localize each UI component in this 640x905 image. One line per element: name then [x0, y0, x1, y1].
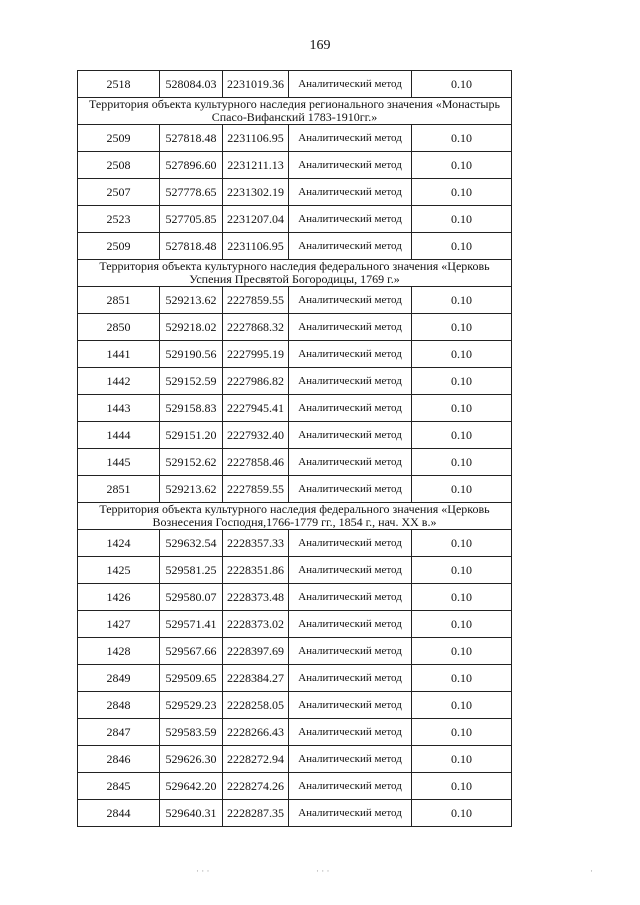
x-coordinate-cell: 529583.59 — [160, 719, 223, 746]
accuracy-cell: 0.10 — [412, 206, 512, 233]
method-cell: Аналитический метод — [289, 152, 412, 179]
method-cell: Аналитический метод — [289, 449, 412, 476]
x-coordinate-cell: 529640.31 — [160, 800, 223, 827]
coordinates-table-body — [78, 71, 512, 827]
method-cell: Аналитический метод — [289, 719, 412, 746]
x-coordinate-cell: 527896.60 — [160, 152, 223, 179]
accuracy-cell: 0.10 — [412, 125, 512, 152]
point-number-cell: 1441 — [78, 341, 160, 368]
y-coordinate-cell: 2228274.26 — [223, 773, 289, 800]
table-row — [78, 638, 512, 665]
section-title: Территория объекта культурного наследия федерального значения «Церковь Успения Пресвятой Богородицы, 1769 г.» — [78, 260, 512, 287]
table-row — [78, 584, 512, 611]
point-number-cell: 2509 — [78, 125, 160, 152]
y-coordinate-cell: 2227995.19 — [223, 341, 289, 368]
point-number-cell: 2844 — [78, 800, 160, 827]
x-coordinate-cell: 529152.62 — [160, 449, 223, 476]
y-coordinate-cell: 2231106.95 — [223, 125, 289, 152]
method-cell: Аналитический метод — [289, 638, 412, 665]
x-coordinate-cell: 529151.20 — [160, 422, 223, 449]
method-cell: Аналитический метод — [289, 71, 412, 98]
method-cell: Аналитический метод — [289, 314, 412, 341]
table-row — [78, 341, 512, 368]
point-number-cell: 1445 — [78, 449, 160, 476]
y-coordinate-cell: 2228266.43 — [223, 719, 289, 746]
accuracy-cell: 0.10 — [412, 665, 512, 692]
y-coordinate-cell: 2227859.55 — [223, 287, 289, 314]
y-coordinate-cell: 2231302.19 — [223, 179, 289, 206]
x-coordinate-cell: 528084.03 — [160, 71, 223, 98]
x-coordinate-cell: 529218.02 — [160, 314, 223, 341]
point-number-cell: 2518 — [78, 71, 160, 98]
y-coordinate-cell: 2227859.55 — [223, 476, 289, 503]
section-header-row — [78, 260, 512, 287]
x-coordinate-cell: 529529.23 — [160, 692, 223, 719]
method-cell: Аналитический метод — [289, 395, 412, 422]
method-cell: Аналитический метод — [289, 530, 412, 557]
x-coordinate-cell: 529642.20 — [160, 773, 223, 800]
x-coordinate-cell: 527778.65 — [160, 179, 223, 206]
accuracy-cell: 0.10 — [412, 422, 512, 449]
x-coordinate-cell: 529567.66 — [160, 638, 223, 665]
section-title: Территория объекта культурного наследия регионального значения «Монастырь Спасо-Вифанский 1783-1910гг.» — [78, 98, 512, 125]
accuracy-cell: 0.10 — [412, 746, 512, 773]
y-coordinate-cell: 2227932.40 — [223, 422, 289, 449]
accuracy-cell: 0.10 — [412, 287, 512, 314]
table-row — [78, 71, 512, 98]
point-number-cell: 2509 — [78, 233, 160, 260]
point-number-cell: 1426 — [78, 584, 160, 611]
accuracy-cell: 0.10 — [412, 611, 512, 638]
table-row — [78, 773, 512, 800]
point-number-cell: 2849 — [78, 665, 160, 692]
accuracy-cell: 0.10 — [412, 719, 512, 746]
section-header-row — [78, 98, 512, 125]
y-coordinate-cell: 2228397.69 — [223, 638, 289, 665]
x-coordinate-cell: 527705.85 — [160, 206, 223, 233]
table-row — [78, 530, 512, 557]
accuracy-cell: 0.10 — [412, 530, 512, 557]
table-row — [78, 368, 512, 395]
x-coordinate-cell: 529213.62 — [160, 476, 223, 503]
y-coordinate-cell: 2231207.04 — [223, 206, 289, 233]
point-number-cell: 2847 — [78, 719, 160, 746]
point-number-cell: 1425 — [78, 557, 160, 584]
table-row — [78, 422, 512, 449]
y-coordinate-cell: 2228351.86 — [223, 557, 289, 584]
x-coordinate-cell: 529158.83 — [160, 395, 223, 422]
method-cell: Аналитический метод — [289, 368, 412, 395]
method-cell: Аналитический метод — [289, 422, 412, 449]
y-coordinate-cell: 2231019.36 — [223, 71, 289, 98]
point-number-cell: 2846 — [78, 746, 160, 773]
table-row — [78, 557, 512, 584]
table-row — [78, 800, 512, 827]
accuracy-cell: 0.10 — [412, 179, 512, 206]
page-number: 169 — [309, 38, 331, 53]
method-cell: Аналитический метод — [289, 341, 412, 368]
table-row — [78, 692, 512, 719]
coordinates-table — [77, 70, 512, 827]
table-row — [78, 125, 512, 152]
table-row — [78, 611, 512, 638]
method-cell: Аналитический метод — [289, 665, 412, 692]
accuracy-cell: 0.10 — [412, 584, 512, 611]
y-coordinate-cell: 2227858.46 — [223, 449, 289, 476]
accuracy-cell: 0.10 — [412, 71, 512, 98]
table-row — [78, 206, 512, 233]
table-row — [78, 287, 512, 314]
table-row — [78, 233, 512, 260]
method-cell: Аналитический метод — [289, 476, 412, 503]
accuracy-cell: 0.10 — [412, 638, 512, 665]
point-number-cell: 1442 — [78, 368, 160, 395]
point-number-cell: 1427 — [78, 611, 160, 638]
accuracy-cell: 0.10 — [412, 800, 512, 827]
accuracy-cell: 0.10 — [412, 449, 512, 476]
y-coordinate-cell: 2227945.41 — [223, 395, 289, 422]
x-coordinate-cell: 529509.65 — [160, 665, 223, 692]
x-coordinate-cell: 527818.48 — [160, 125, 223, 152]
accuracy-cell: 0.10 — [412, 152, 512, 179]
x-coordinate-cell: 529571.41 — [160, 611, 223, 638]
table-row — [78, 449, 512, 476]
point-number-cell: 2523 — [78, 206, 160, 233]
x-coordinate-cell: 527818.48 — [160, 233, 223, 260]
point-number-cell: 2851 — [78, 476, 160, 503]
accuracy-cell: 0.10 — [412, 368, 512, 395]
y-coordinate-cell: 2228373.02 — [223, 611, 289, 638]
point-number-cell: 1444 — [78, 422, 160, 449]
point-number-cell: 2508 — [78, 152, 160, 179]
method-cell: Аналитический метод — [289, 800, 412, 827]
y-coordinate-cell: 2227868.32 — [223, 314, 289, 341]
method-cell: Аналитический метод — [289, 233, 412, 260]
point-number-cell: 2848 — [78, 692, 160, 719]
x-coordinate-cell: 529580.07 — [160, 584, 223, 611]
method-cell: Аналитический метод — [289, 206, 412, 233]
accuracy-cell: 0.10 — [412, 557, 512, 584]
accuracy-cell: 0.10 — [412, 395, 512, 422]
table-row — [78, 719, 512, 746]
accuracy-cell: 0.10 — [412, 476, 512, 503]
y-coordinate-cell: 2231211.13 — [223, 152, 289, 179]
method-cell: Аналитический метод — [289, 179, 412, 206]
method-cell: Аналитический метод — [289, 125, 412, 152]
table-row — [78, 314, 512, 341]
y-coordinate-cell: 2227986.82 — [223, 368, 289, 395]
table-row — [78, 395, 512, 422]
accuracy-cell: 0.10 — [412, 314, 512, 341]
table-row — [78, 665, 512, 692]
method-cell: Аналитический метод — [289, 692, 412, 719]
point-number-cell: 1424 — [78, 530, 160, 557]
accuracy-cell: 0.10 — [412, 233, 512, 260]
x-coordinate-cell: 529152.59 — [160, 368, 223, 395]
accuracy-cell: 0.10 — [412, 692, 512, 719]
method-cell: Аналитический метод — [289, 287, 412, 314]
point-number-cell: 2851 — [78, 287, 160, 314]
point-number-cell: 1443 — [78, 395, 160, 422]
x-coordinate-cell: 529190.56 — [160, 341, 223, 368]
y-coordinate-cell: 2231106.95 — [223, 233, 289, 260]
section-title: Территория объекта культурного наследия федерального значения «Церковь Вознесения Господня,1766-1779 гг., 1854 г., нач. XX в.» — [78, 503, 512, 530]
y-coordinate-cell: 2228272.94 — [223, 746, 289, 773]
x-coordinate-cell: 529632.54 — [160, 530, 223, 557]
method-cell: Аналитический метод — [289, 746, 412, 773]
method-cell: Аналитический метод — [289, 773, 412, 800]
method-cell: Аналитический метод — [289, 611, 412, 638]
accuracy-cell: 0.10 — [412, 341, 512, 368]
y-coordinate-cell: 2228287.35 — [223, 800, 289, 827]
x-coordinate-cell: 529581.25 — [160, 557, 223, 584]
y-coordinate-cell: 2228373.48 — [223, 584, 289, 611]
point-number-cell: 1428 — [78, 638, 160, 665]
point-number-cell: 2850 — [78, 314, 160, 341]
table-row — [78, 476, 512, 503]
y-coordinate-cell: 2228384.27 — [223, 665, 289, 692]
y-coordinate-cell: 2228258.05 — [223, 692, 289, 719]
table-row — [78, 152, 512, 179]
x-coordinate-cell: 529626.30 — [160, 746, 223, 773]
method-cell: Аналитический метод — [289, 557, 412, 584]
point-number-cell: 2507 — [78, 179, 160, 206]
accuracy-cell: 0.10 — [412, 773, 512, 800]
table-row — [78, 179, 512, 206]
x-coordinate-cell: 529213.62 — [160, 287, 223, 314]
point-number-cell: 2845 — [78, 773, 160, 800]
method-cell: Аналитический метод — [289, 584, 412, 611]
y-coordinate-cell: 2228357.33 — [223, 530, 289, 557]
table-row — [78, 746, 512, 773]
section-header-row — [78, 503, 512, 530]
